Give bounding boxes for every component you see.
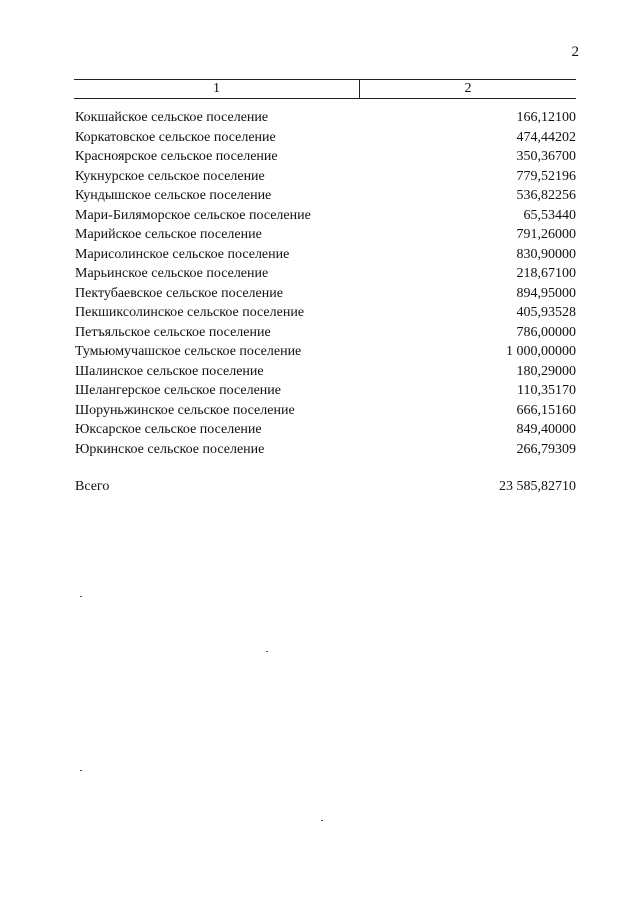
settlement-value: 1 000,00000 — [506, 344, 576, 359]
total-row — [75, 477, 576, 496]
table-row — [75, 303, 576, 323]
settlement-value: 791,26000 — [516, 227, 576, 242]
settlement-name: Петъяльское сельское поселение — [75, 324, 271, 340]
settlement-name: Шоруньжинское сельское поселение — [75, 402, 295, 418]
settlement-name: Марьинское сельское поселение — [75, 266, 269, 281]
page-number: 2 — [571, 44, 579, 60]
table-row — [75, 264, 576, 284]
scan-speck — [266, 651, 268, 652]
table-row — [75, 323, 576, 343]
scan-speck — [321, 820, 323, 821]
table-row — [75, 186, 576, 206]
settlement-value: 849,40000 — [516, 422, 576, 437]
settlement-name: Пекшиксолинское сельское поселение — [75, 305, 305, 320]
settlement-name: Красноярское сельское поселение — [75, 149, 278, 164]
settlement-value: 536,82256 — [516, 188, 576, 203]
settlement-value: 405,93528 — [516, 305, 576, 320]
settlement-value: 180,29000 — [516, 363, 576, 379]
total-label: Всего — [75, 479, 110, 494]
table-row — [75, 440, 576, 460]
table-row — [75, 401, 576, 421]
table-row — [75, 381, 576, 401]
scan-speck — [80, 770, 82, 771]
table-row — [75, 362, 576, 382]
settlement-value: 266,79309 — [516, 441, 576, 457]
settlement-name: Юксарское сельское поселение — [75, 422, 262, 437]
settlement-list — [75, 108, 576, 459]
settlement-value: 166,12100 — [516, 110, 576, 125]
table-row — [75, 245, 576, 265]
column-header-2: 2 — [464, 81, 472, 96]
settlement-value: 218,67100 — [516, 266, 576, 281]
settlement-name: Шелангерское сельское поселение — [75, 383, 281, 398]
table-row — [75, 342, 576, 362]
settlement-value: 786,00000 — [516, 324, 576, 340]
scan-speck — [80, 596, 82, 597]
settlement-value: 474,44202 — [516, 129, 576, 145]
settlement-name: Тумьюмучашское сельское поселение — [75, 344, 302, 359]
settlement-name: Марийское сельское поселение — [75, 227, 262, 242]
table-row — [75, 167, 576, 187]
table-row — [75, 206, 576, 226]
settlement-name: Шалинское сельское поселение — [75, 363, 264, 379]
table-row — [75, 108, 576, 128]
settlement-value: 350,36700 — [516, 149, 576, 164]
settlement-value: 894,95000 — [516, 285, 576, 301]
settlement-name: Кокшайское сельское поселение — [75, 110, 269, 125]
settlement-value: 110,35170 — [517, 383, 576, 398]
total-value: 23 585,82710 — [499, 479, 576, 494]
column-header-1: 1 — [74, 80, 360, 98]
settlement-name: Мари-Биляморское сельское поселение — [75, 207, 311, 223]
settlement-value: 65,53440 — [523, 207, 576, 223]
table-row — [75, 284, 576, 304]
settlement-value: 666,15160 — [516, 402, 576, 418]
table-row — [75, 147, 576, 167]
settlement-name: Кундышское сельское поселение — [75, 188, 272, 203]
settlement-name: Пектубаевское сельское поселение — [75, 285, 283, 301]
table-row — [75, 225, 576, 245]
settlement-value: 779,52196 — [516, 168, 576, 184]
settlement-name: Коркатовское сельское поселение — [75, 129, 276, 145]
table-row — [75, 128, 576, 148]
settlement-name: Юркинское сельское поселение — [75, 441, 265, 457]
settlement-value: 830,90000 — [516, 246, 576, 262]
settlement-name: Марисолинское сельское поселение — [75, 246, 290, 262]
settlement-name: Кукнурское сельское поселение — [75, 168, 265, 184]
table-row — [75, 420, 576, 440]
table-header — [74, 79, 576, 99]
